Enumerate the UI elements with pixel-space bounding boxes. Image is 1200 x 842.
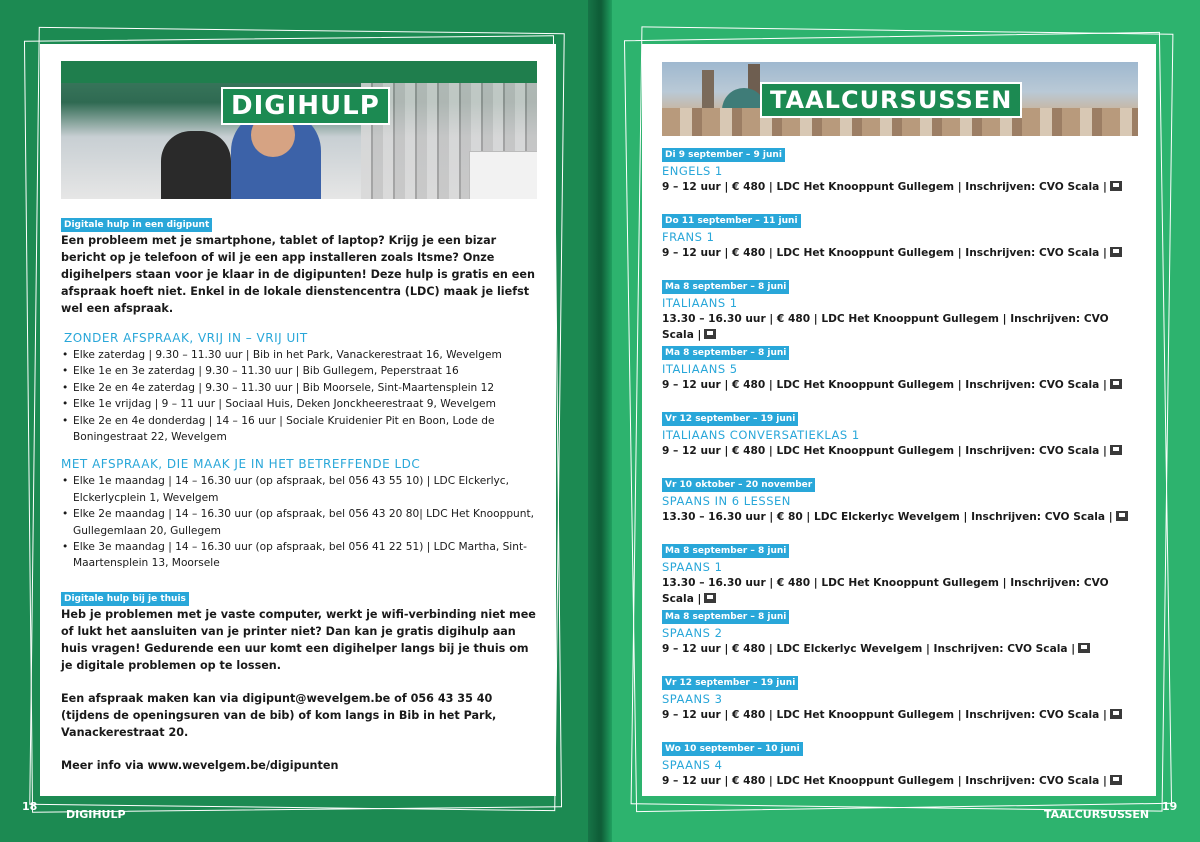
contact-text: Een afspraak maken kan via digipunt@wevelgem.be of 056 43 35 40 (tijdens de openingsuren van de bib) of kom langs in Bib in het Park, Vanackerestraat 20. — [61, 691, 497, 739]
appointment-heading: MET AFSPRAAK, DIE MAAK JE IN HET BETREFFENDE LDC — [61, 457, 421, 472]
list-item: • Elke 1e maandag | 14 – 16.30 uur (op afspraak, bel 056 43 55 10) | LDC Elckerlyc, Elckerlycplein 1, Wevelgem — [73, 473, 539, 506]
course-item — [662, 736, 1132, 789]
course-name: ENGELS 1 — [662, 164, 723, 178]
course-info — [662, 509, 1132, 525]
list-item: • Elke 2e maandag | 14 – 16.30 uur (op afspraak, bel 056 43 20 80| LDC Het Knooppunt, Gullegemlaan 20, Gullegem — [73, 506, 539, 539]
appointment-list — [61, 473, 539, 571]
course-info — [662, 377, 1132, 393]
hero-banner-strip — [61, 61, 537, 83]
course-name: SPAANS 2 — [662, 626, 723, 640]
course-name: ITALIAANS 5 — [662, 362, 738, 376]
footer-label: TAALCURSUSSEN — [1044, 808, 1150, 821]
course-info — [662, 311, 1132, 343]
course-date-tag: Wo 10 september – 10 juni — [662, 742, 803, 756]
course-details: 13.30 – 16.30 uur | € 480 | LDC Het Knooppunt Gullegem | Inschrijven: CVO Scala | — [662, 577, 1109, 605]
course-item — [662, 472, 1132, 525]
cart-icon[interactable] — [1078, 643, 1090, 653]
cart-icon[interactable] — [1110, 247, 1122, 257]
cart-icon[interactable] — [704, 329, 716, 339]
course-details: 13.30 – 16.30 uur | € 480 | LDC Het Knooppunt Gullegem | Inschrijven: CVO Scala | — [662, 313, 1109, 341]
course-date-tag: Di 9 september – 9 juni — [662, 148, 785, 162]
course-item — [662, 670, 1132, 723]
course-date-tag: Ma 8 september – 8 juni — [662, 544, 789, 558]
course-details: 9 – 12 uur | € 480 | LDC Het Knooppunt Gullegem | Inschrijven: CVO Scala | — [662, 445, 1107, 457]
page-number: 19 — [1162, 800, 1178, 813]
person-shape — [161, 131, 231, 199]
course-name: SPAANS 3 — [662, 692, 723, 706]
course-details: 9 – 12 uur | € 480 | LDC Het Knooppunt Gullegem | Inschrijven: CVO Scala | — [662, 775, 1107, 787]
course-item — [662, 274, 1132, 343]
course-info — [662, 773, 1132, 789]
cart-icon[interactable] — [1110, 709, 1122, 719]
page-number: 18 — [22, 800, 38, 813]
list-item: • Elke 1e vrijdag | 9 – 11 uur | Sociaal Huis, Deken Jonckheerestraat 9, Wevelgem — [73, 396, 539, 412]
course-date-tag: Vr 12 september – 19 juni — [662, 676, 798, 690]
course-info — [662, 707, 1132, 723]
course-info — [662, 179, 1132, 195]
list-item: • Elke 2e en 4e zaterdag | 9.30 – 11.30 uur | Bib Moorsele, Sint-Maartensplein 12 — [73, 380, 539, 396]
course-name: SPAANS 4 — [662, 758, 723, 772]
course-details: 13.30 – 16.30 uur | € 80 | LDC Elckerlyc Wevelgem | Inschrijven: CVO Scala | — [662, 511, 1113, 523]
cart-icon[interactable] — [704, 593, 716, 603]
course-details: 9 – 12 uur | € 480 | LDC Elckerlyc Wevelgem | Inschrijven: CVO Scala | — [662, 643, 1076, 655]
course-details: 9 – 12 uur | € 480 | LDC Het Knooppunt Gullegem | Inschrijven: CVO Scala | — [662, 379, 1107, 391]
course-details: 9 – 12 uur | € 480 | LDC Het Knooppunt Gullegem | Inschrijven: CVO Scala | — [662, 181, 1107, 193]
course-details: 9 – 12 uur | € 480 | LDC Het Knooppunt Gullegem | Inschrijven: CVO Scala | — [662, 709, 1107, 721]
digihulp-hero-image — [61, 61, 537, 199]
course-info — [662, 245, 1132, 261]
course-info — [662, 641, 1132, 657]
course-name: FRANS 1 — [662, 230, 715, 244]
cart-icon[interactable] — [1116, 511, 1128, 521]
cart-icon[interactable] — [1110, 181, 1122, 191]
course-date-tag: Ma 8 september – 8 juni — [662, 346, 789, 360]
course-item — [662, 604, 1132, 657]
course-item — [662, 340, 1132, 393]
list-item: • Elke 3e maandag | 14 – 16.30 uur (op afspraak, bel 056 41 22 51) | LDC Martha, Sint-Maartensplein 13, Moorsele — [73, 539, 539, 572]
course-name: SPAANS 1 — [662, 560, 723, 574]
course-name: ITALIAANS 1 — [662, 296, 738, 310]
more-info-link[interactable]: Meer info via www.wevelgem.be/digipunten — [61, 758, 339, 772]
course-date-tag: Ma 8 september – 8 juni — [662, 280, 789, 294]
course-date-tag: Vr 10 oktober – 20 november — [662, 478, 815, 492]
hero-title: DIGIHULP — [221, 87, 390, 125]
course-date-tag: Ma 8 september – 8 juni — [662, 610, 789, 624]
walkin-list — [61, 347, 539, 445]
walkin-heading: ZONDER AFSPRAAK, VRIJ IN – VRIJ UIT — [64, 331, 308, 345]
course-name: ITALIAANS CONVERSATIEKLAS 1 — [662, 428, 860, 442]
cart-icon[interactable] — [1110, 775, 1122, 785]
course-name: SPAANS IN 6 LESSEN — [662, 494, 791, 508]
course-item — [662, 406, 1132, 459]
spine-gutter — [588, 0, 612, 842]
section-tag: Digitale hulp in een digipunt — [61, 218, 212, 232]
list-item: • Elke 1e en 3e zaterdag | 9.30 – 11.30 uur | Bib Gullegem, Peperstraat 16 — [73, 363, 539, 379]
course-item — [662, 538, 1132, 607]
hero-title: TAALCURSUSSEN — [760, 82, 1022, 118]
course-date-tag: Vr 12 september – 19 juni — [662, 412, 798, 426]
course-item — [662, 208, 1132, 261]
course-details: 9 – 12 uur | € 480 | LDC Het Knooppunt Gullegem | Inschrijven: CVO Scala | — [662, 247, 1107, 259]
home-help-section — [61, 586, 539, 674]
left-content — [61, 212, 539, 774]
home-help-text: Heb je problemen met je vaste computer, werkt je wifi-verbinding niet mee of lukt het aansluiten van je printer niet? Dan kan je gratis digihulp aan huis vragen! Gedurende een uur komt een digihelper langs bij je thuis om je digitale problemen op te lossen. — [61, 607, 536, 672]
course-info — [662, 443, 1132, 459]
course-item — [662, 142, 1132, 195]
course-date-tag: Do 11 september – 11 juni — [662, 214, 801, 228]
digipunt-intro-text: Een probleem met je smartphone, tablet of laptop? Krijg je een bizar bericht op je telefoon of wil je een app installeren zoals Itsme? Onze digihelpers staan voor je klaar in de digipunten! Deze hulp is gratis en een afspraak hoeft niet. Enkel in de lokale dienstencentra (LDC) maak je liefst wel een afspraak. — [61, 234, 535, 315]
section-tag: Digitale hulp bij je thuis — [61, 592, 189, 606]
cart-icon[interactable] — [1110, 379, 1122, 389]
footer-label: DIGIHULP — [66, 808, 126, 821]
course-info — [662, 575, 1132, 607]
list-item: • Elke 2e en 4e donderdag | 14 – 16 uur | Sociale Kruidenier Pit en Boon, Lode de Boningestraat 22, Wevelgem — [73, 413, 539, 446]
monitor-shape — [469, 151, 537, 199]
list-item: • Elke zaterdag | 9.30 – 11.30 uur | Bib in het Park, Vanackerestraat 16, Wevelgem — [73, 347, 539, 363]
cart-icon[interactable] — [1110, 445, 1122, 455]
taalcursussen-hero-image — [662, 62, 1138, 136]
